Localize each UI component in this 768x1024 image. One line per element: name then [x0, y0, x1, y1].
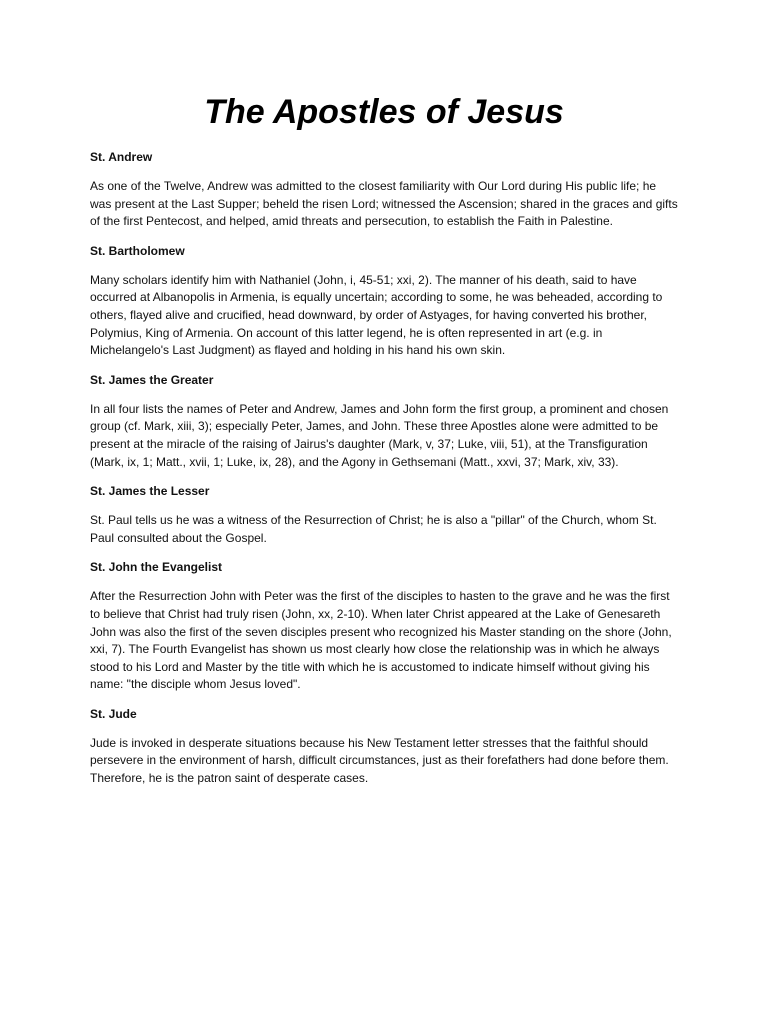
- section-body: In all four lists the names of Peter and Andrew, James and John form the first group, a prominent and chosen group (cf. Mark, xiii, 3); especially Peter, James, and John. These three Apostles alone were admitted to be present at the miracle of the raising of Jairus's daughter (Mark, v, 37; Luke, viii, 51), at the Transfiguration (Mark, ix, 1; Matt., xvii, 1; Luke, ix, 28), and the Agony in Gethsemani (Matt., xxvi, 37; Mark, xiv, 33).: [90, 401, 669, 469]
- section-heading: St. Bartholomew: [90, 243, 185, 258]
- section-heading: St. Jude: [90, 706, 137, 721]
- section-st-john-the-evangelist: [90, 559, 680, 694]
- page-title: The Apostles of Jesus: [204, 93, 564, 131]
- section-st-james-the-greater: [90, 372, 680, 471]
- section-heading: St. Andrew: [90, 150, 153, 164]
- section-st-andrew: [90, 149, 680, 231]
- section-body: As one of the Twelve, Andrew was admitted to the closest familiarity with Our Lord during His public life; he was present at the Last Supper; beheld the risen Lord; witnessed the Ascension; shared in the graces and gifts of the first Pentecost, and helped, amid threats and persecution, to establish the Faith in Palestine.: [90, 179, 678, 229]
- document-content: [90, 149, 680, 800]
- section-heading: St. James the Greater: [90, 372, 214, 387]
- section-st-jude: [90, 706, 680, 788]
- section-st-james-the-lesser: [90, 483, 680, 547]
- section-heading: St. James the Lesser: [90, 484, 210, 499]
- section-body: After the Resurrection John with Peter was the first of the disciples to hasten to the grave and he was the first to believe that Christ had truly risen (John, xx, 2-10). When later Christ appeared at the Lake of Genesareth John was also the first of the seven disciples present who recognized his Master standing on the shore (John, xxi, 7). The Fourth Evangelist has shown us most clearly how close the relationship was in which he always stood to his Lord and Master by the title with which he is accustomed to indicate himself without giving his name: "the disciple whom Jesus loved".: [90, 589, 672, 692]
- section-body: Many scholars identify him with Nathaniel (John, i, 45-51; xxi, 2). The manner of his death, said to have occurred at Albanopolis in Armenia, is equally uncertain; according to some, he was beheaded, according to others, flayed alive and crucified, head downward, by order of Astyages, for having converted his brother, Polymius, King of Armenia. On account of this latter legend, he is often represented in art (e.g. in Michelangelo's Last Judgment) as flayed and holding in his hand his own skin.: [90, 272, 663, 358]
- section-heading: St. John the Evangelist: [90, 560, 223, 575]
- section-st-bartholomew: [90, 243, 680, 360]
- section-body: Jude is invoked in desperate situations because his New Testament letter stresses that the faithful should persevere in the environment of harsh, difficult circumstances, just as their forefathers had done before them. Therefore, he is the patron saint of desperate cases.: [90, 735, 669, 786]
- section-body: St. Paul tells us he was a witness of the Resurrection of Christ; he is also a "pillar" of the Church, whom St. Paul consulted about the Gospel.: [90, 513, 657, 545]
